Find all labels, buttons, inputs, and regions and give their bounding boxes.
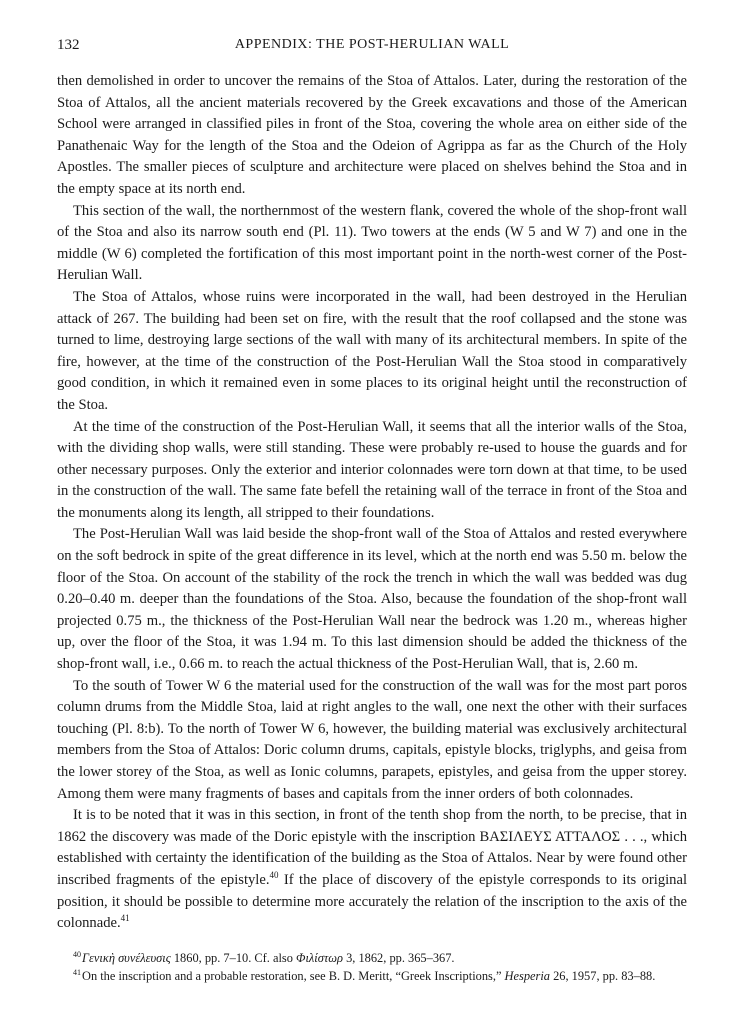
running-head: APPENDIX: THE POST-HERULIAN WALL [234,37,510,52]
footnote-number: 41 [73,968,81,978]
footnote-text: On the inscription and a probable restoration, see B. D. Meritt, “Greek Inscriptions,” [82,969,505,984]
paragraph-2: This section of the wall, the northernmost of the western flank, covered the whole of the shop-front wall of the Stoa and also its narrow south end (Pl. 11). Two towers at the ends (W 5 and W 7) and one in the middle (W 6) completed the fortification of this most important point in the north-west corner of the Post-Herulian Wall. [57,202,687,284]
paragraph-7-text-a: It is to be noted that it was in this section, in front of the tenth shop from the north, to be precise, that in 1862 the discovery was made of the Doric epistyle with the inscription ΒΑΣΙΛΕΥΣ ΑΤΤΑΛΟΣ . . ., which established with certainty the identification of the building as the Stoa of Attalos. Near by were found other inscribed fragments of the epistyle. [57,807,687,888]
page [57,37,687,986]
page-number: 132 [57,37,80,53]
paragraph-5: The Post-Herulian Wall was laid beside the shop-front wall of the Stoa of Attalos and rested everywhere on the soft bedrock in spite of the great difference in its level, which at the north end was 5.50 m. below the floor of the Stoa. On account of the stability of the rock the trench in which the wall was bedded was dug 0.20–0.40 m. deeper than the foundations of the Stoa. Also, because the foundation of the shop-front wall projected 0.75 m., the thickness of the Post-Herulian Wall near the bedrock was 1.20 m., whereas higher up, over the floor of the Stoa, it was 1.94 m. To this last dimension should be added the thickness of the shop-front wall, i.e., 0.66 m. to reach the actual thickness of the Post-Herulian Wall, that is, 2.60 m. [57,526,687,673]
paragraph-3: The Stoa of Attalos, whose ruins were incorporated in the wall, had been destroyed in the Herulian attack of 267. The building had been set on fire, with the result that the roof collapsed and the stone was turned to lime, destroying large sections of the wall with many of its architectural members. In spite of the fire, however, at the time of the construction of the Post-Herulian Wall the Stoa stood in comparatively good condition, in which it remained even in some places to its original height until the reconstruction of the Stoa. [57,288,687,413]
paragraph-7-text-b: If the place of discovery of the epistyle corresponds to its original position, it should be possible to determine more accurately the relation of the inscription to the axis of the colonnade. [57,871,688,932]
footnote-journal-italic: Hesperia [504,969,550,984]
footnote-number: 40 [73,949,81,959]
footnote-journal-italic: Φιλίστωρ [296,950,343,965]
footnotes [57,949,687,986]
footnote-text: 26, 1957, pp. 83–88. [549,969,656,984]
footnote-marker-41[interactable]: 41 [120,913,130,924]
paragraph-6: To the south of Tower W 6 the material used for the construction of the wall was for the most part poros column drums from the Middle Stoa, laid at right angles to the wall, one next the other with their surfaces touching (Pl. 8:b). To the north of Tower W 6, however, the building material was exclusively architectural members from the Stoa of Attalos: Doric column drums, capitals, epistyle blocks, triglyphs, and geisa from the lower storey of the Stoa, as well as Ionic columns, parapets, epistyles, and geisa from the upper storey. Among them were many fragments of bases and capitals from the inner orders of both colonnades. [57,677,687,802]
paragraph-4: At the time of the construction of the Post-Herulian Wall, it seems that all the interior walls of the Stoa, with the dividing shop walls, were still standing. These were probably re-used to house the guards and for other necessary purposes. Only the exterior and interior colonnades were torn down at that time, to be used in the construction of the wall. The same fate befell the retaining wall of the terrace in front of the Stoa and the monuments along its length, all stripped to their foundations. [57,418,687,521]
footnote-40 [57,949,687,968]
page-header [57,37,687,59]
paragraph-7 [57,805,687,935]
paragraph-1: then demolished in order to uncover the remains of the Stoa of Attalos. Later, during the restoration of the Stoa of Attalos, all the ancient materials recovered by the Greek excavations and those of the American School were arranged in classified piles in front of the Stoa, covering the whole area on either side of the Panathenaic Way for the length of the Stoa and the Odeion of Agrippa as far as the Church of the Holy Apostles. The smaller pieces of sculpture and architecture were placed on shelves behind the Stoa and in the empty space at its north end. [57,73,687,197]
footnote-41 [57,967,687,986]
footnote-marker-40[interactable]: 40 [269,870,279,881]
footnote-title-italic: Γενικὴ συνέλευσις [82,950,171,965]
body-text [57,71,687,935]
footnote-text: 1860, pp. 7–10. Cf. also [170,950,297,965]
footnote-text: 3, 1862, pp. 365–367. [342,950,455,965]
